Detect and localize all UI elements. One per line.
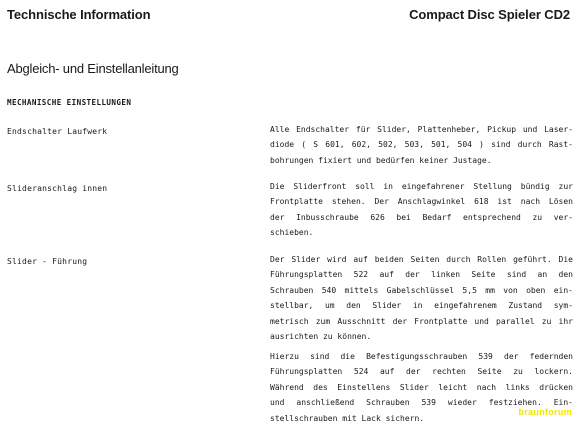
text-line: metrisch zum Ausschnitt der Frontplatte und parallel zu ihr bbox=[270, 316, 573, 326]
text-line: Die Sliderfront soll in eingefahrener Stellung bündig zur bbox=[270, 182, 573, 191]
item-label-slider-fuehrung: Slider - Führung bbox=[7, 257, 88, 266]
text-line: schieben. bbox=[270, 228, 314, 238]
section-heading: MECHANISCHE EINSTELLUNGEN bbox=[7, 98, 132, 107]
text-line: Während des Einstellens Slider leicht nach links drücken bbox=[270, 382, 573, 392]
item-text-slider-fuehrung bbox=[270, 252, 573, 344]
item-text-endschalter bbox=[270, 122, 573, 168]
page-title: Abgleich- und Einstellanleitung bbox=[7, 61, 179, 76]
watermark: braunforum bbox=[518, 407, 572, 417]
text-line: Führungsplatten 522 auf der linken Seite sind an den bbox=[270, 270, 573, 280]
text-line: Schrauben 540 mittels Gabelschlüssel 5,5 mm von oben ein- bbox=[270, 285, 573, 295]
document-header-right: Compact Disc Spieler CD2 bbox=[409, 7, 570, 22]
item-text-slideranschlag bbox=[270, 179, 573, 241]
text-line: der Inbusschraube 626 bei Bedarf entsprechend zu ver- bbox=[270, 212, 573, 222]
text-line: Frontplatte stehen. Der Anschlagwinkel 618 ist nach Lösen bbox=[270, 197, 573, 207]
text-line: ausrichten zu können. bbox=[270, 332, 372, 342]
text-line: Der Slider wird auf beiden Seiten durch Rollen geführt. Die bbox=[270, 255, 573, 264]
text-line: Alle Endschalter für Slider, Plattenheber, Pickup und Laser- bbox=[270, 125, 573, 134]
text-line: und anschließend Schrauben 539 wieder festziehen. Ein- bbox=[270, 398, 573, 408]
document-header-left: Technische Information bbox=[7, 7, 151, 22]
text-line: Hierzu sind die Befestigungsschrauben 539 der federnden bbox=[270, 352, 573, 361]
text-line: stellbar, um den Slider in eingefahrenem Zustand sym- bbox=[270, 301, 573, 311]
text-line: stellschrauben mit Lack sichern. bbox=[270, 413, 425, 423]
text-line: diode ( S 601, 602, 502, 503, 501, 504 ) sind durch Rast- bbox=[270, 140, 573, 150]
text-line: bohrungen fixiert und bedürfen keiner Justage. bbox=[270, 155, 492, 165]
text-line: Führungsplatten 524 auf der rechten Seite zu lockern. bbox=[270, 367, 573, 377]
item-label-slideranschlag: Slideranschlag innen bbox=[7, 184, 108, 193]
item-label-endschalter: Endschalter Laufwerk bbox=[7, 127, 108, 136]
